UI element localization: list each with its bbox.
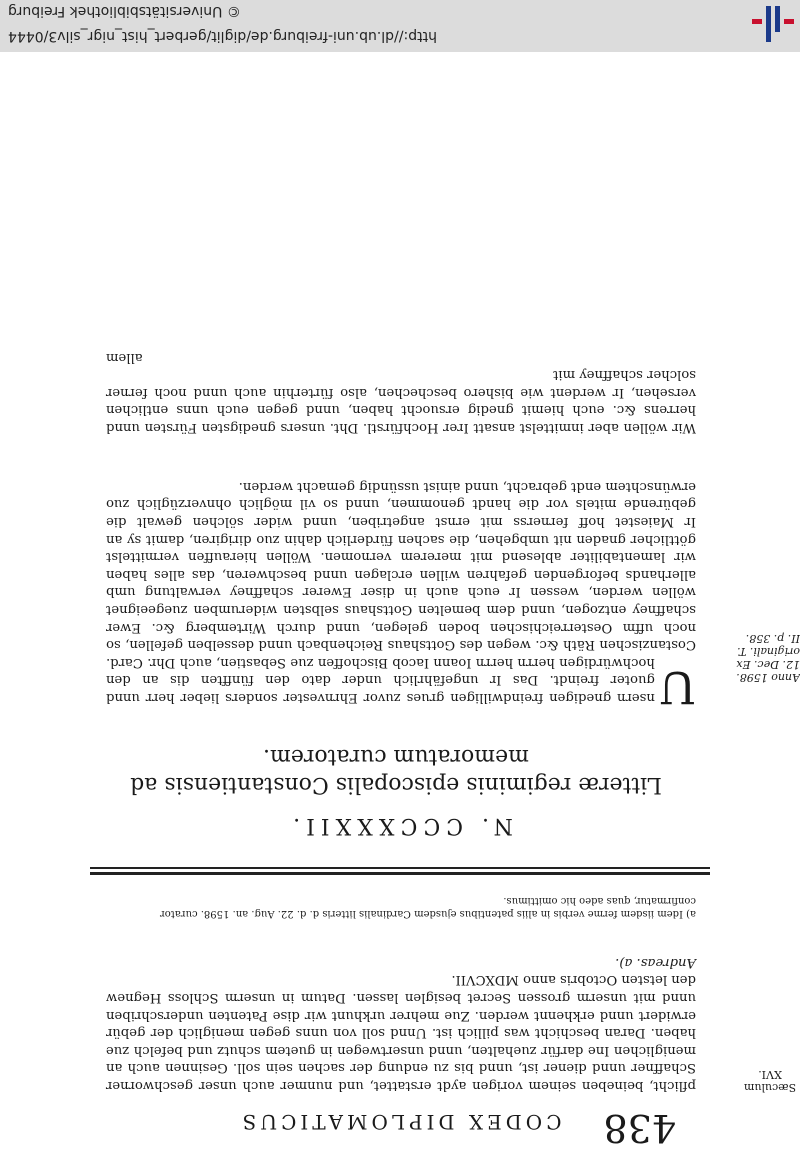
- source-url[interactable]: http://dl.ub.uni-freiburg.de/diglit/gerbert_hist_nigr_silv3/0444: [8, 28, 437, 44]
- viewer-header: [0, 0, 800, 52]
- paragraph-2: [106, 477, 696, 712]
- paragraph-1: [106, 953, 696, 1094]
- page-number: 438: [603, 1106, 676, 1150]
- running-head: CODEX DIPLOMATICUS: [238, 1110, 562, 1134]
- copyright-credit: © Universitätsbibliothek Freiburg: [8, 3, 241, 19]
- paragraph-3-text: Wir wöllen aber inmittelst ansatt Irer Hochfürstl. Dht. unsers gnedigsten Fürsten unnd herrens &c. euch hiemit gnedig ersuocht haben, unnd gegen euch unns entlichen versehen, Ir werdent wie bishero beschechen, also fürterhin auch unnd noch ferner solcher schaffney mit: [106, 367, 696, 435]
- margin-saeculum-line: Sæculum: [743, 1081, 797, 1094]
- document-number: N. CCCXXXII.: [287, 813, 513, 838]
- margin-anno-line: 12. Dec. Ex: [736, 658, 800, 671]
- margin-anno-line: originali. T.: [737, 645, 800, 658]
- divider-rule: [90, 872, 710, 875]
- paragraph-3: [106, 348, 696, 436]
- paragraph-2-text: nsern gnedigen freindwilligen grues zuvor Ehrnvester sonders lieber herr unnd guoter freindt. Das Ir ungefährlich under dato den fünfften dis an den hochwürdigen herrn herrn Ioann Iacob Bischoffen zue Sebastien, auch Dhr. Card. Costanzischen Räth &c. wegen des Gottshaus Reichenbach unnd desselben gefellen, so noch uffm Oesterreichischen boden gelegen, unnd durch Wirtemberg &c. Ewer schaffney entzogen, unnd dem bemelten Gottshaus selbsten widerumben zuegeeignet wöllen werden, wessen Ir euch auch in diser Ewerer schaffney verwaltung umb allerhands beforgenden gefahren willen erclagen unnd beschweren, das alles haben wir lamentabiliter ablesend mit mererem vernomen. Wöllen hierauffen vermittelst göttlicher gnaden nit umbgehen, die sachen fürderlich dahin zuo dirigiren, damit sy an Ir Maiestet hoff fernerss mit ernst angetriben, unnd wider sölchen gewalt die gebürende mitels vor die handt genommen, unnd so vil möglich ohnverzüglich zuo erwünschtem endt gebracht, unnd ainist ussündig gemacht werden.: [106, 478, 696, 705]
- library-logo-icon: [752, 4, 794, 44]
- margin-anno-line: II. p. 358.: [745, 632, 800, 645]
- margin-note-saeculum: [740, 1068, 800, 1094]
- rotated-page-content: [0, 52, 800, 1156]
- margin-saeculum-line: XVI.: [758, 1068, 782, 1081]
- document-title: Litteræ regiminis episcopalis Constantiensis ad memoratum curatorem.: [130, 744, 662, 797]
- divider-rule: [90, 867, 710, 869]
- paragraph-1-text: pflicht, beineben seinem vorigen aydt erstattet, und nunmer auch unser geschworner Schaffner unnd diener ist, unnd bis zu endung der sachen sein soll. Gesinnen auch an meniglichen Ine darfür zuehalten, unnd unsertwegen in guetem schutz und befelch zue haben. Daran beschicht was pillich ist. Unnd soll von unns gegen meniglich der gebür erwidert unnd erkhennt werden. Zue mehrer urkhunt wir dise Patenten underschriben unnd mit unserm grossen Secret besiglen lassen. Datum in unserm Schloss Hegnew den letsten Octobris anno MDXCVII.: [106, 972, 696, 1093]
- scanned-page: [0, 52, 800, 1156]
- paragraph-1-signature: Andreas. a).: [615, 954, 696, 970]
- drop-cap: U: [658, 661, 696, 712]
- footnote: a) Idem iisdem ferme verbis in aliis patentibus ejusdem Cardinalis litteris d. d. 22. Aug. an. 1598. curator confirmatur, quas adeo hic omittimus.: [159, 895, 696, 919]
- catchword: allem: [106, 349, 143, 365]
- margin-note-anno: [700, 632, 800, 684]
- margin-anno-line: Anno 1598.: [736, 671, 800, 684]
